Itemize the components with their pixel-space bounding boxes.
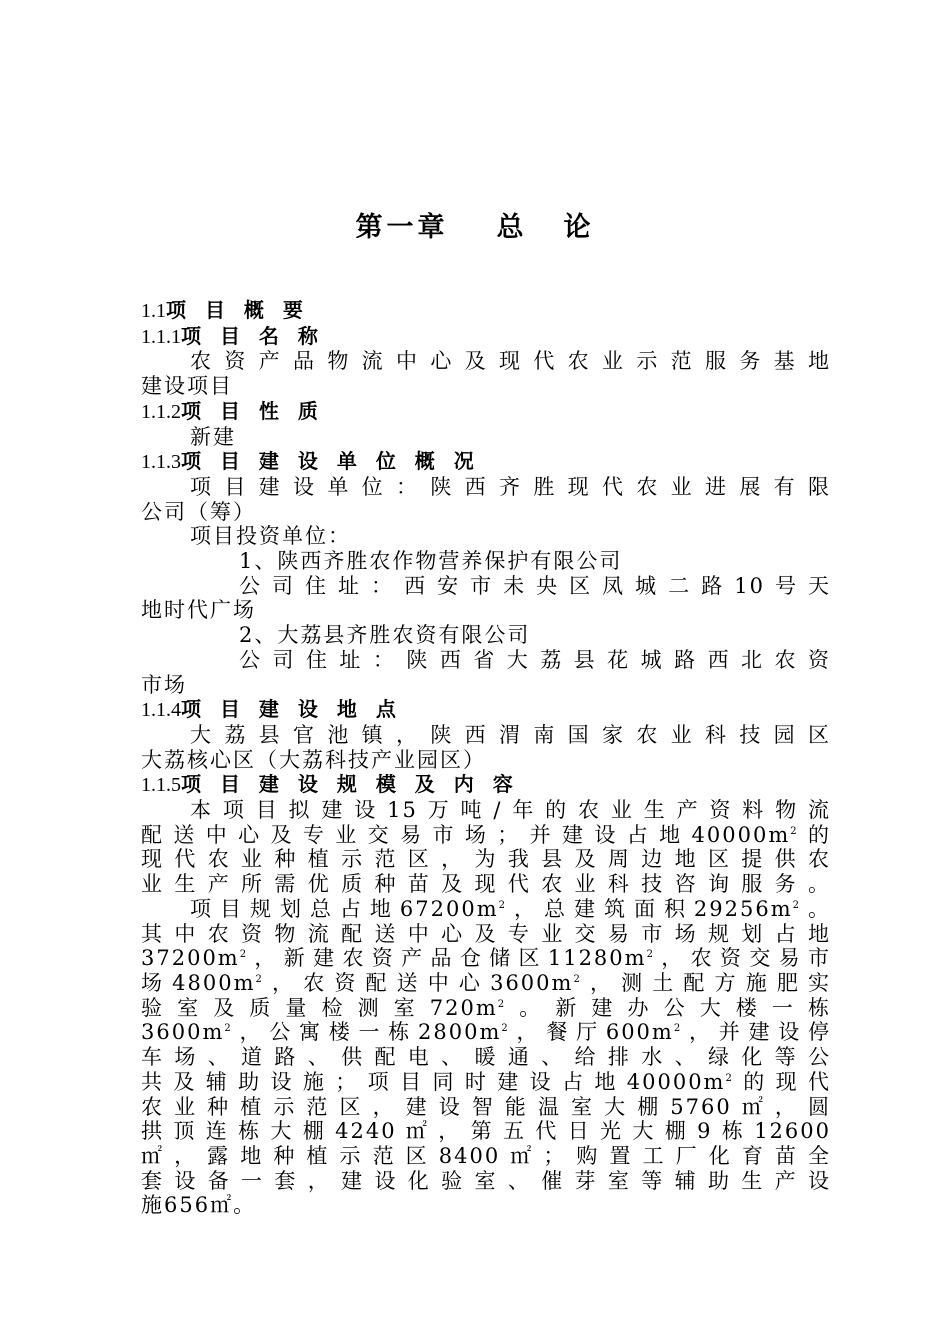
paragraph-line: 公司（筹） xyxy=(141,499,256,524)
chapter-title: 第一章 总 论 xyxy=(355,212,595,243)
paragraph-line: 现代农业种植示范区，为我县及周边地区提供农 xyxy=(141,847,831,872)
paragraph-line: $3600m^2$，公寓楼一栋$2800m^2$，餐厅$600m^2$，并建设停 xyxy=(141,1020,832,1045)
body-text xyxy=(141,298,831,1218)
section-heading: 1.1.5项 目 建 设 规 模 及 内 容 xyxy=(141,772,519,797)
paragraph-line: 项目建设单位：陕西齐胜现代农业进展有限 xyxy=(190,474,831,499)
section-heading: 1.1.1项 目 名 称 xyxy=(141,323,324,348)
paragraph-line: 业生产所需优质种苗及现代农业科技咨询服务。 xyxy=(141,872,831,897)
paragraph-line: 公司住址：西安市未央区凤城二路10号天 xyxy=(239,573,831,598)
section-heading: 1.1.4项 目 建 设 地 点 xyxy=(141,697,402,722)
paragraph-line: 拱顶连栋大棚4240㎡，第五代日光大棚9栋12600 xyxy=(141,1119,831,1144)
paragraph-line: 大荔核心区（大荔科技产业园区） xyxy=(141,747,486,772)
paragraph-line: 建设项目 xyxy=(141,374,233,399)
paragraph-line: 其中农资物流配送中心及专业交易市场规划占地 xyxy=(141,921,831,946)
section-heading: 1.1.2项 目 性 质 xyxy=(141,398,324,423)
paragraph-line: 2、大荔县齐胜农资有限公司 xyxy=(239,623,531,648)
paragraph-line: 市场 xyxy=(141,672,187,697)
paragraph-line: 新建 xyxy=(190,424,236,449)
paragraph-line: ㎡，露地种植示范区8400㎡；购置工厂化育苗全 xyxy=(141,1143,831,1168)
paragraph-line: 车场、道路、供配电、暖通、给排水、绿化等公 xyxy=(141,1045,831,1070)
paragraph-line: 公司住址：陕西省大荔县花城路西北农资 xyxy=(239,647,831,672)
paragraph-line: 1、陕西齐胜农作物营养保护有限公司 xyxy=(239,549,623,574)
section-heading: 1.1.3项 目 建 设 单 位 概 况 xyxy=(141,449,480,474)
paragraph-line: 大荔县官池镇，陕西渭南国家农业科技园区 xyxy=(190,722,831,747)
paragraph-line: 农业种植示范区，建设智能温室大棚5760㎡，圆 xyxy=(141,1094,831,1119)
paragraph-line: 验室及质量检测室$720m^2$。新建办公大楼一栋 xyxy=(141,995,832,1020)
paragraph-line: 施656㎡。 xyxy=(141,1193,257,1218)
paragraph-line: 地时代广场 xyxy=(141,598,256,623)
paragraph-line: 共及辅助设施；项目同时建设占地$40000m^2$的现代 xyxy=(141,1069,832,1094)
section-heading: 1.1项 目 概 要 xyxy=(141,298,309,322)
paragraph-line: 配送中心及专业交易市场；并建设占地$40000m^2$的 xyxy=(141,822,832,847)
paragraph-line: 本项目拟建设15万吨/年的农业生产资料物流 xyxy=(190,798,831,823)
paragraph-line: 项目投资单位： xyxy=(190,524,351,549)
paragraph-line: 农资产品物流中心及现代农业示范服务基地 xyxy=(190,349,831,374)
paragraph-line: 项目规划总占地$67200m^2$，总建筑面积$29256m^2$。 xyxy=(190,896,832,921)
paragraph-line: 场$4800m^2$，农资配送中心$3600m^2$，测土配方施肥实 xyxy=(141,970,832,995)
paragraph-line: 套设备一套，建设化验室、催芽室等辅助生产设 xyxy=(141,1168,831,1193)
paragraph-line: $37200m^2$，新建农资产品仓储区$11280m^2$，农资交易市 xyxy=(141,946,832,971)
